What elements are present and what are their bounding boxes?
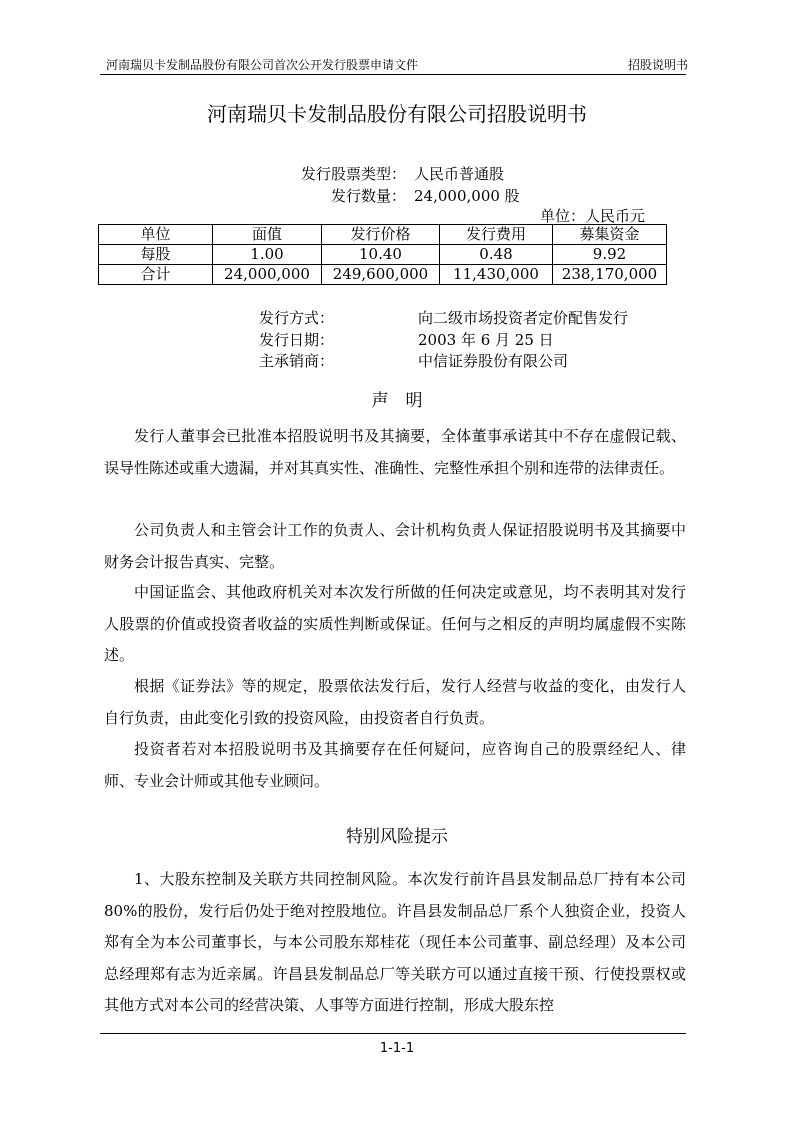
lead-underwriter-label: 主承销商： bbox=[259, 352, 335, 370]
issue-type-row bbox=[301, 163, 504, 184]
table-row bbox=[99, 265, 667, 285]
table-cell: 9.92 bbox=[553, 245, 667, 265]
table-cell: 24,000,000 bbox=[213, 265, 322, 285]
issue-method-value: 向二级市场投资者定价配售发行 bbox=[418, 309, 629, 327]
issue-price-table bbox=[98, 224, 667, 285]
page-number: 1-1-1 bbox=[379, 1041, 415, 1056]
table-cell: 10.40 bbox=[322, 245, 440, 265]
table-cell: 0.48 bbox=[440, 245, 553, 265]
table-cell: 每股 bbox=[99, 245, 213, 265]
declaration-paragraph: 根据《证券法》等的规定，股票依法发行后，发行人经营与收益的变化，由发行人自行负责，由此变化引致的投资风险，由投资者自行负责。 bbox=[104, 677, 686, 727]
declaration-paragraph: 公司负责人和主管会计工作的负责人、会计机构负责人保证招股说明书及其摘要中财务会计报告真实、完整。 bbox=[104, 521, 686, 571]
footer-divider bbox=[100, 1033, 686, 1034]
declaration-heading: 声 明 bbox=[371, 391, 423, 411]
table-cell: 238,170,000 bbox=[553, 265, 667, 285]
issue-date-value: 2003 年 6 月 25 日 bbox=[418, 331, 554, 349]
header-document-name: 河南瑞贝卡发制品股份有限公司首次公开发行股票申请文件 bbox=[106, 58, 419, 72]
declaration-paragraph: 投资者若对本招股说明书及其摘要存在任何疑问，应咨询自己的股票经纪人、律师、专业会计师或其他专业顾问。 bbox=[104, 740, 686, 790]
issue-date-label: 发行日期： bbox=[259, 331, 335, 349]
table-cell: 合计 bbox=[99, 265, 213, 285]
table-cell: 1.00 bbox=[213, 245, 322, 265]
declaration-paragraph: 中国证监会、其他政府机关对本次发行所做的任何决定或意见，均不表明其对发行人股票的价值或投资者收益的实质性判断或保证。任何与之相反的声明均属虚假不实陈述。 bbox=[104, 583, 686, 664]
issue-quantity-row bbox=[331, 185, 520, 206]
table-header-cell: 单位 bbox=[99, 225, 213, 245]
issue-method-label: 发行方式： bbox=[259, 309, 335, 327]
page-title: 河南瑞贝卡发制品股份有限公司招股说明书 bbox=[207, 102, 587, 126]
header-divider bbox=[100, 74, 686, 75]
table-cell: 11,430,000 bbox=[440, 265, 553, 285]
issue-type-value: 人民币普通股 bbox=[414, 165, 505, 183]
table-header-cell: 面值 bbox=[213, 225, 322, 245]
lead-underwriter-value: 中信证券股份有限公司 bbox=[418, 352, 569, 370]
table-header-cell: 发行费用 bbox=[440, 225, 553, 245]
table-header-row bbox=[99, 225, 667, 245]
table-header-cell: 募集资金 bbox=[553, 225, 667, 245]
header-section-name: 招股说明书 bbox=[627, 58, 688, 72]
issue-type-label: 发行股票类型： bbox=[301, 165, 407, 183]
declaration-paragraph: 发行人董事会已批准本招股说明书及其摘要，全体董事承诺其中不存在虚假记载、误导性陈述或重大遗漏，并对其真实性、准确性、完整性承担个别和连带的法律责任。 bbox=[104, 427, 686, 477]
table-row bbox=[99, 245, 667, 265]
risk-paragraph: 1、大股东控制及关联方共同控制风险。本次发行前许昌县发制品总厂持有本公司 80%的股份，发行后仍处于绝对控股地位。许昌县发制品总厂系个人独资企业，投资人郑有全为本公司董事长，与本公司股东郑桂花（现任本公司董事、副总经理）及本公司总经理郑有志为近亲属。许昌县发制品总厂等关联方可以通过直接干预、行使投票权或其他方式对本公司的经营决策、人事等方面进行控制，形成大股东控 bbox=[104, 870, 686, 1014]
currency-unit: 单位：人民币元 bbox=[540, 207, 646, 225]
issue-quantity-label: 发行数量： bbox=[331, 187, 407, 205]
table-cell: 249,600,000 bbox=[322, 265, 440, 285]
table-header-cell: 发行价格 bbox=[322, 225, 440, 245]
risk-heading: 特别风险提示 bbox=[346, 827, 448, 847]
issue-quantity-value: 24,000,000 股 bbox=[414, 187, 520, 205]
